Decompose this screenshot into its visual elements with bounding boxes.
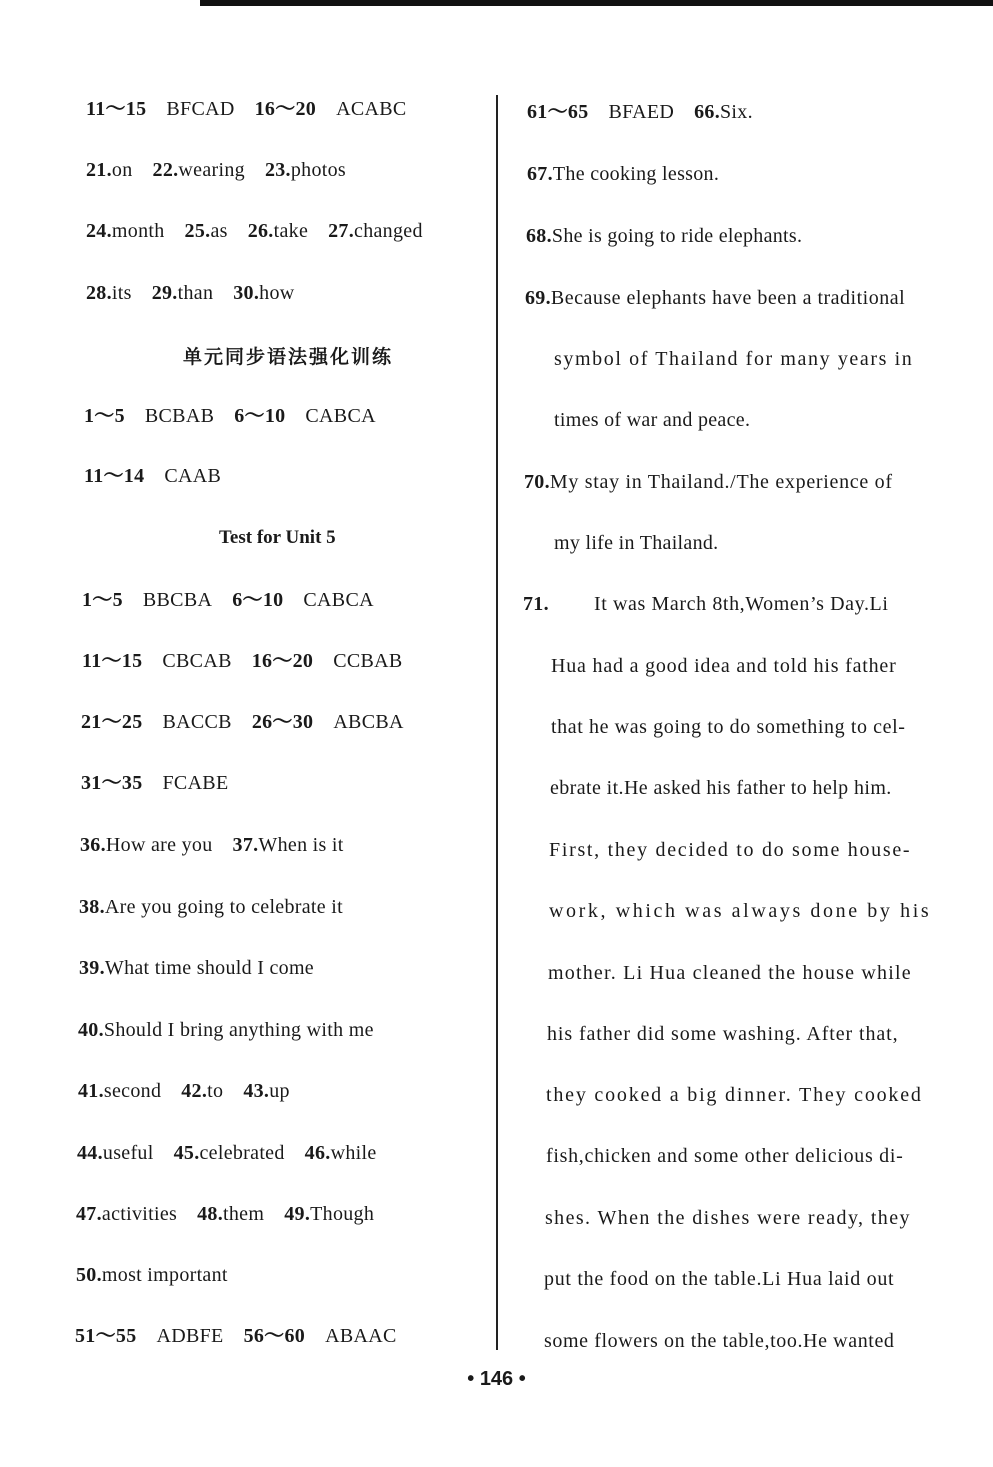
question-number: 49. — [284, 1203, 311, 1225]
answer-text: month — [111, 220, 165, 242]
question-number: 24. — [86, 220, 112, 242]
section-heading-grammar: 单元同步语法强化训练 — [183, 346, 394, 368]
question-number: 71. — [523, 593, 549, 615]
answer-text: CAAB — [164, 465, 222, 487]
answer-row — [82, 587, 374, 613]
answer-text: ABAAC — [325, 1325, 397, 1347]
answer-text: ADBFE — [156, 1325, 224, 1347]
question-number: 30. — [233, 282, 260, 304]
answer-row — [81, 709, 404, 735]
answer-text: FCABE — [162, 772, 229, 794]
question-number: 70. — [524, 471, 550, 493]
answer-text: What time should I come — [104, 957, 314, 979]
answer-row — [86, 280, 295, 306]
answer-row — [526, 223, 802, 249]
essay-line: fish,chicken and some other delicious di- — [546, 1145, 904, 1167]
answer-text: changed — [354, 220, 423, 242]
question-number: 38. — [79, 896, 105, 918]
answer-text: BFCAD — [166, 98, 235, 120]
question-number: 42. — [181, 1080, 208, 1102]
top-border-bar — [200, 0, 993, 6]
essay-line: First, they decided to do some house- — [549, 839, 912, 861]
answer-text: celebrated — [199, 1142, 285, 1164]
essay-line: It was March 8th,Women’s Day.Li — [594, 593, 889, 615]
question-range: 21～25 — [81, 711, 143, 733]
answer-text: as — [210, 220, 228, 242]
answer-row — [82, 648, 403, 674]
question-range: 11～14 — [84, 465, 145, 487]
answer-continuation: times of war and peace. — [554, 409, 751, 431]
answer-text: CABCA — [303, 589, 374, 611]
answer-row — [525, 285, 905, 311]
essay-line: his father did some washing. After that, — [547, 1023, 899, 1045]
essay-line: shes. When the dishes were ready, they — [545, 1207, 911, 1229]
answer-row — [527, 99, 753, 125]
question-number: 22. — [152, 159, 179, 181]
answer-continuation: my life in Thailand. — [554, 532, 719, 554]
answer-row — [77, 1140, 377, 1166]
essay-line: that he was going to do something to cel- — [551, 716, 906, 738]
question-number: 69. — [525, 287, 551, 309]
question-range: 1～5 — [82, 589, 123, 611]
answer-row — [84, 463, 221, 489]
answer-row — [75, 1323, 397, 1349]
essay-line: put the food on the table.Li Hua laid out — [544, 1268, 895, 1290]
answer-text: Though — [310, 1203, 375, 1225]
answer-text: Should I bring anything with me — [103, 1019, 374, 1041]
answer-row — [76, 1262, 228, 1288]
answer-row — [86, 157, 346, 183]
answer-row — [79, 955, 314, 981]
answer-text: CABCA — [305, 405, 376, 427]
answer-text: take — [273, 220, 309, 242]
question-range: 16～20 — [254, 98, 317, 120]
question-number: 25. — [184, 220, 211, 242]
answer-text: while — [330, 1142, 377, 1164]
column-divider — [496, 95, 498, 1350]
question-number: 45. — [173, 1142, 200, 1164]
section-heading-test: Test for Unit 5 — [219, 527, 336, 548]
essay-line: they cooked a big dinner. They cooked — [546, 1084, 923, 1106]
question-number: 27. — [328, 220, 355, 242]
answer-text: Because elephants have been a traditional — [550, 287, 906, 309]
answer-row — [78, 1017, 374, 1043]
answer-row — [84, 403, 376, 429]
answer-row — [524, 469, 893, 495]
question-number: 40. — [78, 1019, 104, 1041]
answer-text: CCBAB — [333, 650, 403, 672]
answer-text: CBCAB — [162, 650, 232, 672]
answer-text: The cooking lesson. — [552, 163, 720, 185]
question-range: 1～5 — [84, 405, 125, 427]
answer-text: How are you — [105, 834, 213, 856]
answer-row — [81, 770, 228, 796]
answer-text: photos — [290, 159, 346, 181]
answer-text: Six. — [720, 101, 753, 123]
answer-row — [80, 832, 344, 858]
answer-text: When is it — [258, 834, 344, 856]
answer-text: its — [111, 282, 132, 304]
question-number: 26. — [247, 220, 274, 242]
answer-text: BCBAB — [144, 405, 215, 427]
question-number: 29. — [151, 282, 178, 304]
answer-text: than — [177, 282, 214, 304]
page-number-value: 146 — [479, 1368, 514, 1390]
answer-text: them — [223, 1203, 265, 1225]
answer-text: She is going to ride elephants. — [551, 225, 803, 247]
answer-row — [527, 161, 719, 187]
question-range: 51～55 — [75, 1325, 137, 1347]
answer-text: BBCBA — [142, 589, 213, 611]
answer-text: how — [259, 282, 295, 304]
essay-line: mother. Li Hua cleaned the house while — [548, 962, 912, 984]
question-range: 31～35 — [81, 772, 143, 794]
question-number: 47. — [76, 1203, 102, 1225]
essay-line: work, which was always done by his — [549, 900, 932, 922]
answer-text: up — [269, 1080, 290, 1102]
answer-text: to — [207, 1080, 224, 1102]
question-range: 16～20 — [251, 650, 314, 672]
answer-text: useful — [102, 1142, 154, 1164]
essay-line: Hua had a good idea and told his father — [551, 655, 897, 677]
question-range: 56～60 — [243, 1325, 306, 1347]
answer-text: Are you going to celebrate it — [104, 896, 343, 918]
question-number: 23. — [264, 159, 291, 181]
answer-text: My stay in Thailand./The experience of — [549, 471, 893, 493]
page-number: • 146 • — [467, 1368, 526, 1390]
question-range: 61～65 — [527, 101, 589, 123]
essay-line: some flowers on the table,too.He wanted — [544, 1330, 895, 1352]
answer-text: BFAED — [608, 101, 675, 123]
question-range: 26～30 — [251, 711, 314, 733]
question-range: 6～10 — [232, 589, 284, 611]
answer-text: BACCB — [162, 711, 232, 733]
answer-text: wearing — [178, 159, 245, 181]
answer-text: second — [103, 1080, 162, 1102]
answer-continuation: symbol of Thailand for many years in — [554, 348, 914, 370]
question-number: 44. — [77, 1142, 103, 1164]
question-number: 21. — [86, 159, 112, 181]
answer-text: ABCBA — [333, 711, 404, 733]
question-number: 37. — [232, 834, 259, 856]
question-number: 66. — [694, 101, 720, 123]
question-range: 6～10 — [234, 405, 286, 427]
answer-row — [76, 1201, 374, 1227]
answer-row — [86, 96, 407, 122]
question-number: 67. — [527, 163, 553, 185]
question-number: 50. — [76, 1264, 102, 1286]
question-number: 36. — [80, 834, 106, 856]
answer-row — [86, 218, 423, 244]
answer-row — [79, 894, 343, 920]
question-range: 11～15 — [86, 98, 147, 120]
answer-text: most important — [101, 1264, 228, 1286]
answer-text: activities — [101, 1203, 178, 1225]
answer-row — [78, 1078, 290, 1104]
question-number: 39. — [79, 957, 105, 979]
question-range: 11～15 — [82, 650, 143, 672]
answer-text: ACABC — [336, 98, 407, 120]
question-number: 43. — [243, 1080, 270, 1102]
question-number: 28. — [86, 282, 112, 304]
answer-text: on — [111, 159, 133, 181]
essay-line: ebrate it.He asked his father to help him. — [550, 777, 892, 799]
question-number: 46. — [304, 1142, 331, 1164]
question-number: 41. — [78, 1080, 104, 1102]
question-number: 68. — [526, 225, 552, 247]
question-number: 48. — [197, 1203, 224, 1225]
